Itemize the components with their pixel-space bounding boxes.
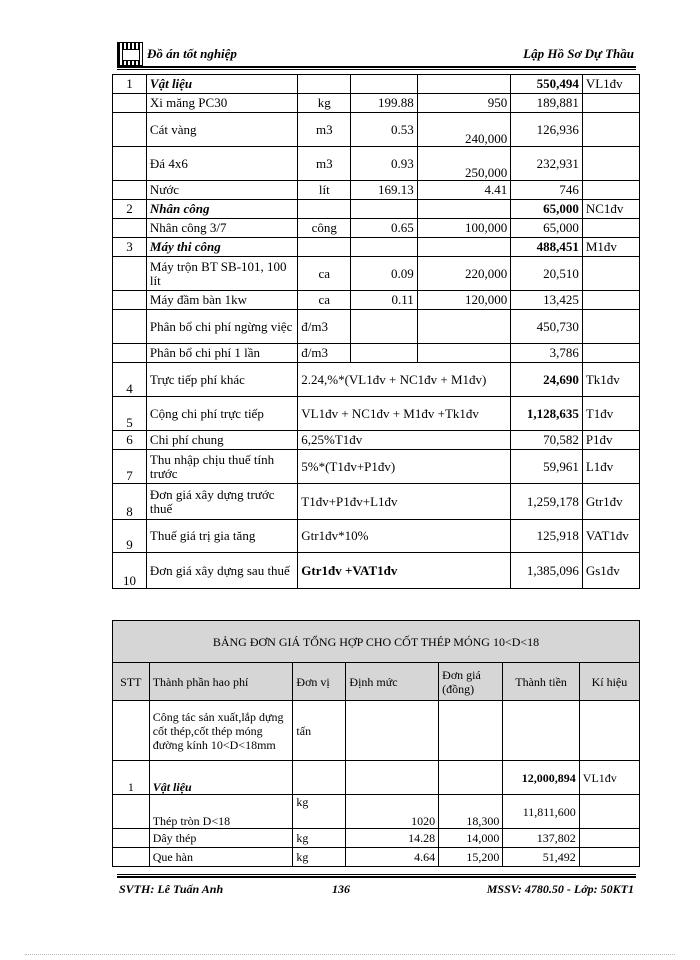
amount-cell: 11,811,600: [503, 795, 579, 829]
table-row: [113, 113, 640, 147]
amount-cell: 125,918: [511, 520, 583, 553]
price-cell: 950: [417, 94, 510, 113]
name-cell: Cộng chi phí trực tiếp: [146, 397, 297, 431]
price-cell: 15,200: [439, 848, 503, 867]
name-cell: Thu nhập chịu thuế tính trước: [146, 450, 297, 484]
amount-cell: 1,385,096: [511, 553, 583, 589]
formula-cell: T1đv+P1đv+L1đv: [298, 484, 511, 520]
stt-cell: 10: [113, 553, 147, 589]
price-cell: 250,000: [417, 147, 510, 181]
stt-cell: 9: [113, 520, 147, 553]
stt-cell: 2: [113, 200, 147, 219]
page-header: [117, 42, 636, 66]
unit-cell: tấn: [293, 701, 346, 761]
formula-cell: 5%*(T1đv+P1đv): [298, 450, 511, 484]
name-cell: Vật liệu: [146, 75, 297, 94]
table-title-row: [113, 621, 640, 663]
name-cell: Nước: [146, 181, 297, 200]
university-logo-icon: [117, 42, 143, 66]
header-cell: Kí hiệu: [579, 663, 639, 701]
amount-cell: 746: [511, 181, 583, 200]
formula-cell: VL1đv + NC1đv + M1đv +Tk1đv: [298, 397, 511, 431]
name-cell: Chi phí chung: [146, 431, 297, 450]
amount-cell: 13,425: [511, 291, 583, 310]
table-row: [113, 363, 640, 397]
header-rule-thin: [117, 69, 636, 70]
symbol-cell: VAT1đv: [582, 520, 639, 553]
name-cell: Máy trộn BT SB-101, 100 lít: [146, 257, 297, 291]
table-row: [113, 450, 640, 484]
symbol-cell: P1đv: [582, 431, 639, 450]
unit-cell: m3: [298, 147, 351, 181]
table-row: [113, 829, 640, 848]
norm-cell: 0.93: [351, 147, 417, 181]
symbol-cell: Gtr1đv: [582, 484, 639, 520]
norm-cell: 4.64: [346, 848, 439, 867]
amount-cell: 12,000,894: [503, 761, 579, 795]
stt-cell: 7: [113, 450, 147, 484]
stt-cell: 3: [113, 238, 147, 257]
table-row: [113, 848, 640, 867]
unit-cell: kg: [293, 795, 346, 829]
price-cell: 4.41: [417, 181, 510, 200]
symbol-cell: M1đv: [582, 238, 639, 257]
norm-cell: 169.13: [351, 181, 417, 200]
amount-cell: 65,000: [511, 219, 583, 238]
table-row: [113, 238, 640, 257]
table-row: [113, 291, 640, 310]
table-row: [113, 761, 640, 795]
norm-cell: 199.88: [351, 94, 417, 113]
name-cell: Phân bổ chi phí ngừng việc: [146, 310, 297, 344]
table-row: [113, 310, 640, 344]
name-cell: Thuế giá trị gia tăng: [146, 520, 297, 553]
table-row: [113, 257, 640, 291]
header-cell: Đơn giá (đồng): [439, 663, 503, 701]
norm-cell: 1020: [346, 795, 439, 829]
price-cell: 220,000: [417, 257, 510, 291]
name-cell: Dây thép: [149, 829, 293, 848]
stt-cell: 6: [113, 431, 147, 450]
stt-cell: 4: [113, 363, 147, 397]
symbol-cell: Tk1đv: [582, 363, 639, 397]
norm-cell: 0.53: [351, 113, 417, 147]
header-cell: Đơn vị: [293, 663, 346, 701]
table-row: [113, 200, 640, 219]
work-name-cell: Công tác sản xuất,lắp dựng cốt thép,cốt thép móng đường kính 10<D<18mm: [149, 701, 293, 761]
page-bottom-divider: [25, 954, 675, 955]
table-row: [113, 219, 640, 238]
name-cell: Nhân công: [146, 200, 297, 219]
formula-cell: 2.24,%*(VL1đv + NC1đv + M1đv): [298, 363, 511, 397]
amount-cell: 51,492: [503, 848, 579, 867]
unit-cell: đ/m3: [298, 344, 351, 363]
norm-cell: 0.11: [351, 291, 417, 310]
stt-cell: 5: [113, 397, 147, 431]
symbol-cell: NC1đv: [582, 200, 639, 219]
header-right-text: Lập Hồ Sơ Dự Thầu: [523, 46, 634, 61]
name-cell: Que hàn: [149, 848, 293, 867]
footer-rule-thick: [117, 876, 636, 878]
table-row: [113, 795, 640, 829]
table-row: [113, 181, 640, 200]
amount-cell: 24,690: [511, 363, 583, 397]
header-rule: [117, 66, 636, 68]
amount-cell: 59,961: [511, 450, 583, 484]
unit-cell: ca: [298, 291, 351, 310]
unit-price-table: [112, 74, 640, 589]
footer-rule: [117, 874, 636, 875]
formula-cell: 6,25%T1đv: [298, 431, 511, 450]
amount-cell: 1,259,178: [511, 484, 583, 520]
price-cell: 14,000: [439, 829, 503, 848]
name-cell: Phân bổ chi phí 1 lần: [146, 344, 297, 363]
amount-cell: 3,786: [511, 344, 583, 363]
name-cell: Máy đầm bàn 1kw: [146, 291, 297, 310]
unit-cell: m3: [298, 113, 351, 147]
amount-cell: 1,128,635: [511, 397, 583, 431]
header-cell: Định mức: [346, 663, 439, 701]
name-cell: Máy thi công: [146, 238, 297, 257]
stt-cell: 8: [113, 484, 147, 520]
table-row: [113, 484, 640, 520]
norm-cell: 0.65: [351, 219, 417, 238]
footer-student: SVTH: Lê Tuấn Anh: [119, 882, 224, 896]
amount-cell: 550,494: [511, 75, 583, 94]
amount-cell: 137,802: [503, 829, 579, 848]
norm-cell: 14.28: [346, 829, 439, 848]
table-row: [113, 344, 640, 363]
amount-cell: 70,582: [511, 431, 583, 450]
symbol-cell: T1đv: [582, 397, 639, 431]
table-row: [113, 147, 640, 181]
table-row: [113, 553, 640, 589]
name-cell: Xi măng PC30: [146, 94, 297, 113]
amount-cell: 189,881: [511, 94, 583, 113]
stt-cell: 1: [113, 75, 147, 94]
header-cell: Thành tiền: [503, 663, 579, 701]
amount-cell: 20,510: [511, 257, 583, 291]
amount-cell: 232,931: [511, 147, 583, 181]
amount-cell: 450,730: [511, 310, 583, 344]
name-cell: Trực tiếp phí khác: [146, 363, 297, 397]
unit-cell: đ/m3: [298, 310, 351, 344]
header-cell: Thành phần hao phí: [149, 663, 293, 701]
symbol-cell: VL1đv: [579, 761, 639, 795]
name-cell: Thép tròn D<18: [149, 795, 293, 829]
unit-cell: ca: [298, 257, 351, 291]
footer-student-id: MSSV: 4780.50 - Lớp: 50KT1: [486, 882, 634, 896]
table-title: BẢNG ĐƠN GIÁ TỔNG HỢP CHO CỐT THÉP MÓNG 10<D<18: [113, 621, 640, 663]
table-row: [113, 75, 640, 94]
name-cell: Đơn giá xây dựng trước thuế: [146, 484, 297, 520]
table-row: [113, 397, 640, 431]
table-row: [113, 701, 640, 761]
unit-cell: kg: [298, 94, 351, 113]
price-cell: 100,000: [417, 219, 510, 238]
formula-cell: Gtr1đv +VAT1đv: [298, 553, 511, 589]
name-cell: Đá 4x6: [146, 147, 297, 181]
price-cell: 240,000: [417, 113, 510, 147]
page-number: 136: [332, 882, 350, 896]
symbol-cell: VL1đv: [582, 75, 639, 94]
symbol-cell: L1đv: [582, 450, 639, 484]
formula-cell: Gtr1đv*10%: [298, 520, 511, 553]
unit-cell: công: [298, 219, 351, 238]
header-cell: STT: [113, 663, 150, 701]
amount-cell: 65,000: [511, 200, 583, 219]
steel-unit-price-table: [112, 620, 640, 867]
price-cell: 120,000: [417, 291, 510, 310]
unit-cell: lít: [298, 181, 351, 200]
symbol-cell: Gs1đv: [582, 553, 639, 589]
table-row: [113, 94, 640, 113]
unit-cell: kg: [293, 829, 346, 848]
norm-cell: 0.09: [351, 257, 417, 291]
name-cell: Đơn giá xây dựng sau thuế: [146, 553, 297, 589]
amount-cell: 126,936: [511, 113, 583, 147]
header-left-text: Đồ án tốt nghiệp: [147, 46, 237, 61]
name-cell: Vật liệu: [149, 761, 293, 795]
name-cell: Cát vàng: [146, 113, 297, 147]
name-cell: Nhân công 3/7: [146, 219, 297, 238]
unit-cell: kg: [293, 848, 346, 867]
table-row: [113, 431, 640, 450]
amount-cell: 488,451: [511, 238, 583, 257]
table-row: [113, 520, 640, 553]
table-header-row: [113, 663, 640, 701]
price-cell: 18,300: [439, 795, 503, 829]
stt-cell: 1: [113, 761, 150, 795]
